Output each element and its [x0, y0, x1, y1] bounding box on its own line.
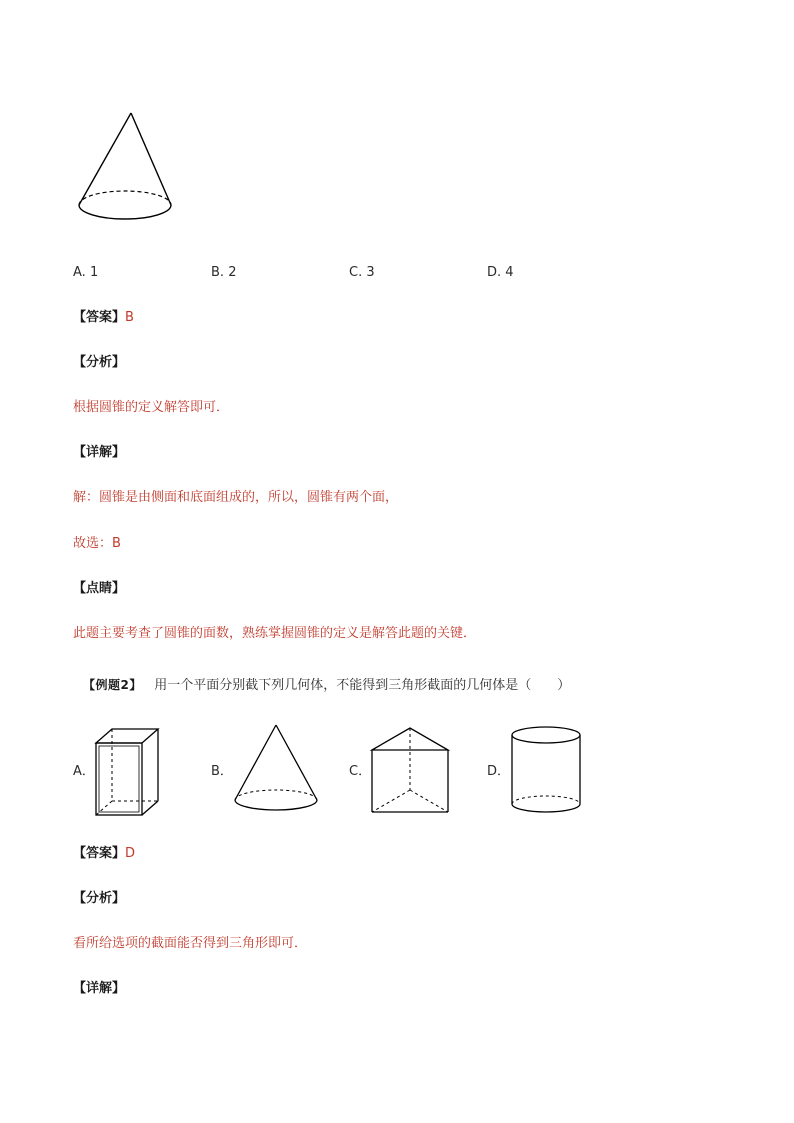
q2-option-a-label: A． — [73, 764, 95, 779]
q2-analysis-text: 看所给选项的截面能否得到三角形即可． — [73, 936, 308, 951]
q2-answer-heading: 【答案】 — [73, 846, 126, 861]
comment-text: 此题主要考查了圆锥的面数，熟练掌握圆锥的定义是解答此题的关键． — [73, 626, 477, 641]
answer-heading: 【答案】 — [73, 310, 126, 325]
triangular-prism-figure — [369, 726, 451, 816]
option-a-value: 1 — [89, 265, 99, 280]
q2-option-c-label: C． — [349, 764, 372, 779]
option-d — [487, 264, 514, 282]
option-d-label: D. — [487, 265, 502, 280]
option-a — [73, 264, 98, 282]
answer-value: B — [125, 310, 134, 325]
q2-option-d-label: D． — [487, 764, 511, 779]
example-tag: 【例题2】 — [83, 678, 142, 692]
cylinder-figure — [509, 724, 583, 816]
detail-heading: 【详解】 — [73, 445, 126, 460]
analysis-heading: 【分析】 — [73, 355, 126, 370]
option-d-value: 4 — [505, 265, 514, 280]
q2-answer-row — [73, 845, 135, 863]
cone-figure — [70, 108, 180, 233]
option-a-label: A. — [73, 265, 86, 280]
comment-heading: 【点睛】 — [73, 581, 126, 596]
question-2-text: 用一个平面分别截下列几何体，不能得到三角形截面的几何体是（ ） — [154, 678, 571, 693]
q2-option-b-label: B． — [211, 764, 233, 779]
q2-analysis-heading: 【分析】 — [73, 891, 126, 906]
question-2 — [83, 676, 570, 695]
cuboid-figure — [94, 727, 162, 819]
cone-option-figure — [232, 722, 320, 814]
option-b — [211, 264, 236, 282]
option-c-value: 3 — [366, 265, 375, 280]
analysis-text: 根据圆锥的定义解答即可． — [73, 400, 230, 415]
option-b-value: 2 — [228, 265, 237, 280]
q2-answer-value: D — [125, 846, 136, 861]
choice-text: 故选：B — [73, 536, 121, 551]
answer-row — [73, 309, 134, 327]
detail-text: 解：圆锥是由侧面和底面组成的，所以，圆锥有两个面， — [73, 490, 399, 505]
option-c-label: C. — [349, 265, 363, 280]
q2-detail-heading: 【详解】 — [73, 981, 126, 996]
option-b-label: B. — [211, 265, 225, 280]
option-c — [349, 264, 375, 282]
